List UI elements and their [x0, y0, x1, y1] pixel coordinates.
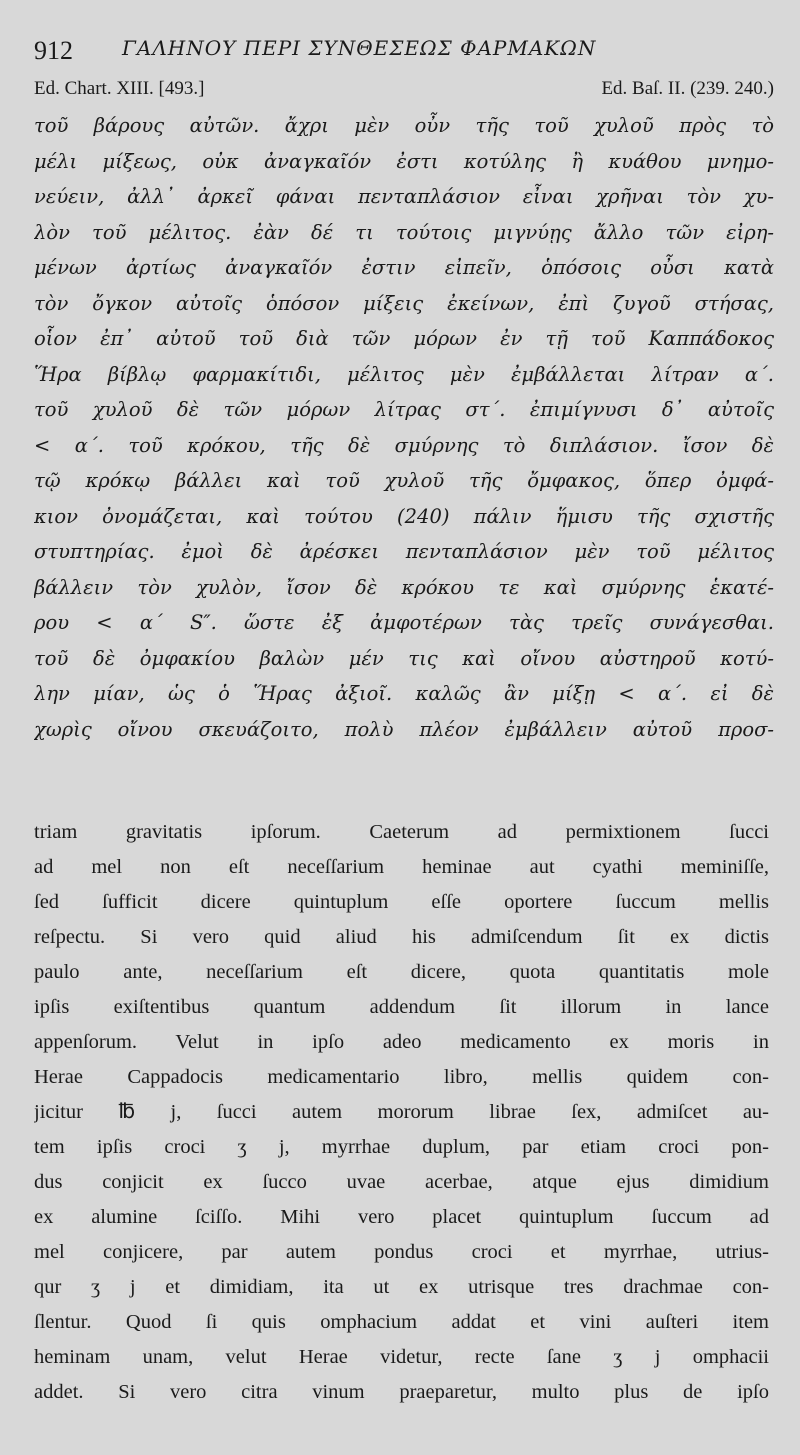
greek-text: [34, 108, 774, 747]
latin-line: jicitur ℔ j, ſucci autem mororum librae ſex, admiſcet au-: [34, 1101, 769, 1123]
greek-line: < α΄. τοῦ κρόκου, τῆς δὲ σμύρνης τὸ διπλάσιον. ἴσον δὲ: [34, 433, 774, 457]
latin-line: mel conjicere, par autem pondus croci et myrrhae, utrius-: [34, 1241, 769, 1263]
greek-line: τοῦ δὲ ὀμφακίου βαλὼν μέν τις καὶ οἴνου αὐστηροῦ κοτύ-: [34, 646, 774, 670]
latin-line: ſed ſufficit dicere quintuplum eſſe oportere ſuccum mellis: [34, 891, 769, 913]
latin-line: dus conjicit ex ſucco uvae acerbae, atque ejus dimidium: [34, 1171, 769, 1193]
page-header: [34, 28, 774, 68]
edition-references: [34, 78, 774, 106]
greek-line: στυπτηρίας. ἐμοὶ δὲ ἀρέσκει πενταπλάσιον μὲν τοῦ μέλιτος: [34, 540, 774, 563]
latin-line: ſlentur. Quod ſi quis omphacium addat et vini auſteri item: [34, 1311, 769, 1333]
edition-basel: Ed. Baſ. II. (239. 240.): [601, 78, 774, 99]
greek-line: τὸν ὄγκον αὐτοῖς ὁπόσον μίξεις ἐκείνων, ἐπὶ ζυγοῦ στήσας,: [34, 291, 774, 315]
latin-line: tem ipſis croci ʒ j, myrrhae duplum, par etiam croci pon-: [34, 1136, 769, 1158]
latin-line: ipſis exiſtentibus quantum addendum ſit illorum in lance: [34, 996, 769, 1018]
latin-text: [34, 815, 769, 1410]
latin-line: Herae Cappadocis medicamentario libro, mellis quidem con-: [34, 1066, 769, 1088]
latin-line: qur ʒ j et dimidiam, ita ut ex utrisque tres drachmae con-: [34, 1276, 769, 1298]
running-title: ΓΑΛΗΝΟΥ ΠΕΡΙ ΣΥΝΘΕΣΕΩΣ ΦΑΡΜΑΚΩΝ: [122, 36, 597, 60]
greek-line: νεύειν, ἀλλ᾽ ἀρκεῖ φάναι πενταπλάσιον εἶναι χρῆναι τὸν χυ-: [34, 185, 774, 208]
greek-line: τοῦ βάρους αὐτῶν. ἄχρι μὲν οὖν τῆς τοῦ χυλοῦ πρὸς τὸ: [34, 114, 774, 137]
latin-line: paulo ante, neceſſarium eſt dicere, quota quantitatis mole: [34, 961, 769, 983]
greek-line: μέλι μίξεως, οὐκ ἀναγκαῖόν ἐστι κοτύλης ἢ κυάθου μνημο-: [34, 149, 774, 173]
latin-line: heminam unam, velut Herae videtur, recte ſane ʒ j omphacii: [34, 1346, 769, 1368]
page-number: 912: [34, 36, 73, 65]
greek-line: κιον ὀνομάζεται, καὶ τούτου (240) πάλιν ἥμισυ τῆς σχιστῆς: [34, 504, 774, 528]
greek-line: βάλλειν τὸν χυλὸν, ἴσον δὲ κρόκου τε καὶ σμύρνης ἑκατέ-: [34, 575, 774, 599]
edition-chartier: Ed. Chart. XIII. [493.]: [34, 78, 205, 99]
latin-line: addet. Si vero citra vinum praeparetur, multo plus de ipſo: [34, 1381, 769, 1403]
greek-line: Ἥρα βίβλῳ φαρμακίτιδι, μέλιτος μὲν ἐμβάλλεται λίτραν α΄.: [34, 362, 774, 386]
greek-line: ρου < α΄ S″. ὥστε ἐξ ἀμφοτέρων τὰς τρεῖς συνάγεσθαι.: [34, 611, 774, 634]
greek-line: λην μίαν, ὡς ὁ Ἥρας ἀξιοῖ. καλῶς ἂν μίξῃ < α΄. εἰ δὲ: [34, 682, 774, 705]
latin-line: appenſorum. Velut in ipſo adeo medicamento ex moris in: [34, 1031, 769, 1053]
greek-line: τῷ κρόκῳ βάλλει καὶ τοῦ χυλοῦ τῆς ὄμφακος, ὅπερ ὀμφά-: [34, 469, 774, 492]
latin-line: ex alumine ſciſſo. Mihi vero placet quintuplum ſuccum ad: [34, 1206, 769, 1228]
greek-line: χωρὶς οἴνου σκευάζοιτο, πολὺ πλέον ἐμβάλλειν αὐτοῦ προσ-: [34, 717, 774, 741]
greek-line: λὸν τοῦ μέλιτος. ἐὰν δέ τι τούτοις μιγνύῃς ἄλλο τῶν εἰρη-: [34, 220, 774, 244]
greek-line: οἷον ἐπ᾽ αὐτοῦ τοῦ διὰ τῶν μόρων ἐν τῇ τοῦ Καππάδοκος: [34, 327, 774, 350]
latin-line: reſpectu. Si vero quid aliud his admiſcendum ſit ex dictis: [34, 926, 769, 948]
greek-line: τοῦ χυλοῦ δὲ τῶν μόρων λίτρας στ΄. ἐπιμίγνυσι δ᾽ αὐτοῖς: [34, 398, 774, 421]
greek-line: μένων ἀρτίως ἀναγκαῖόν ἐστιν εἰπεῖν, ὁπόσοις οὖσι κατὰ: [34, 256, 774, 279]
latin-line: ad mel non eſt neceſſarium heminae aut cyathi meminiſſe,: [34, 856, 769, 878]
latin-line: triam gravitatis ipſorum. Caeterum ad permixtionem ſucci: [34, 821, 769, 843]
